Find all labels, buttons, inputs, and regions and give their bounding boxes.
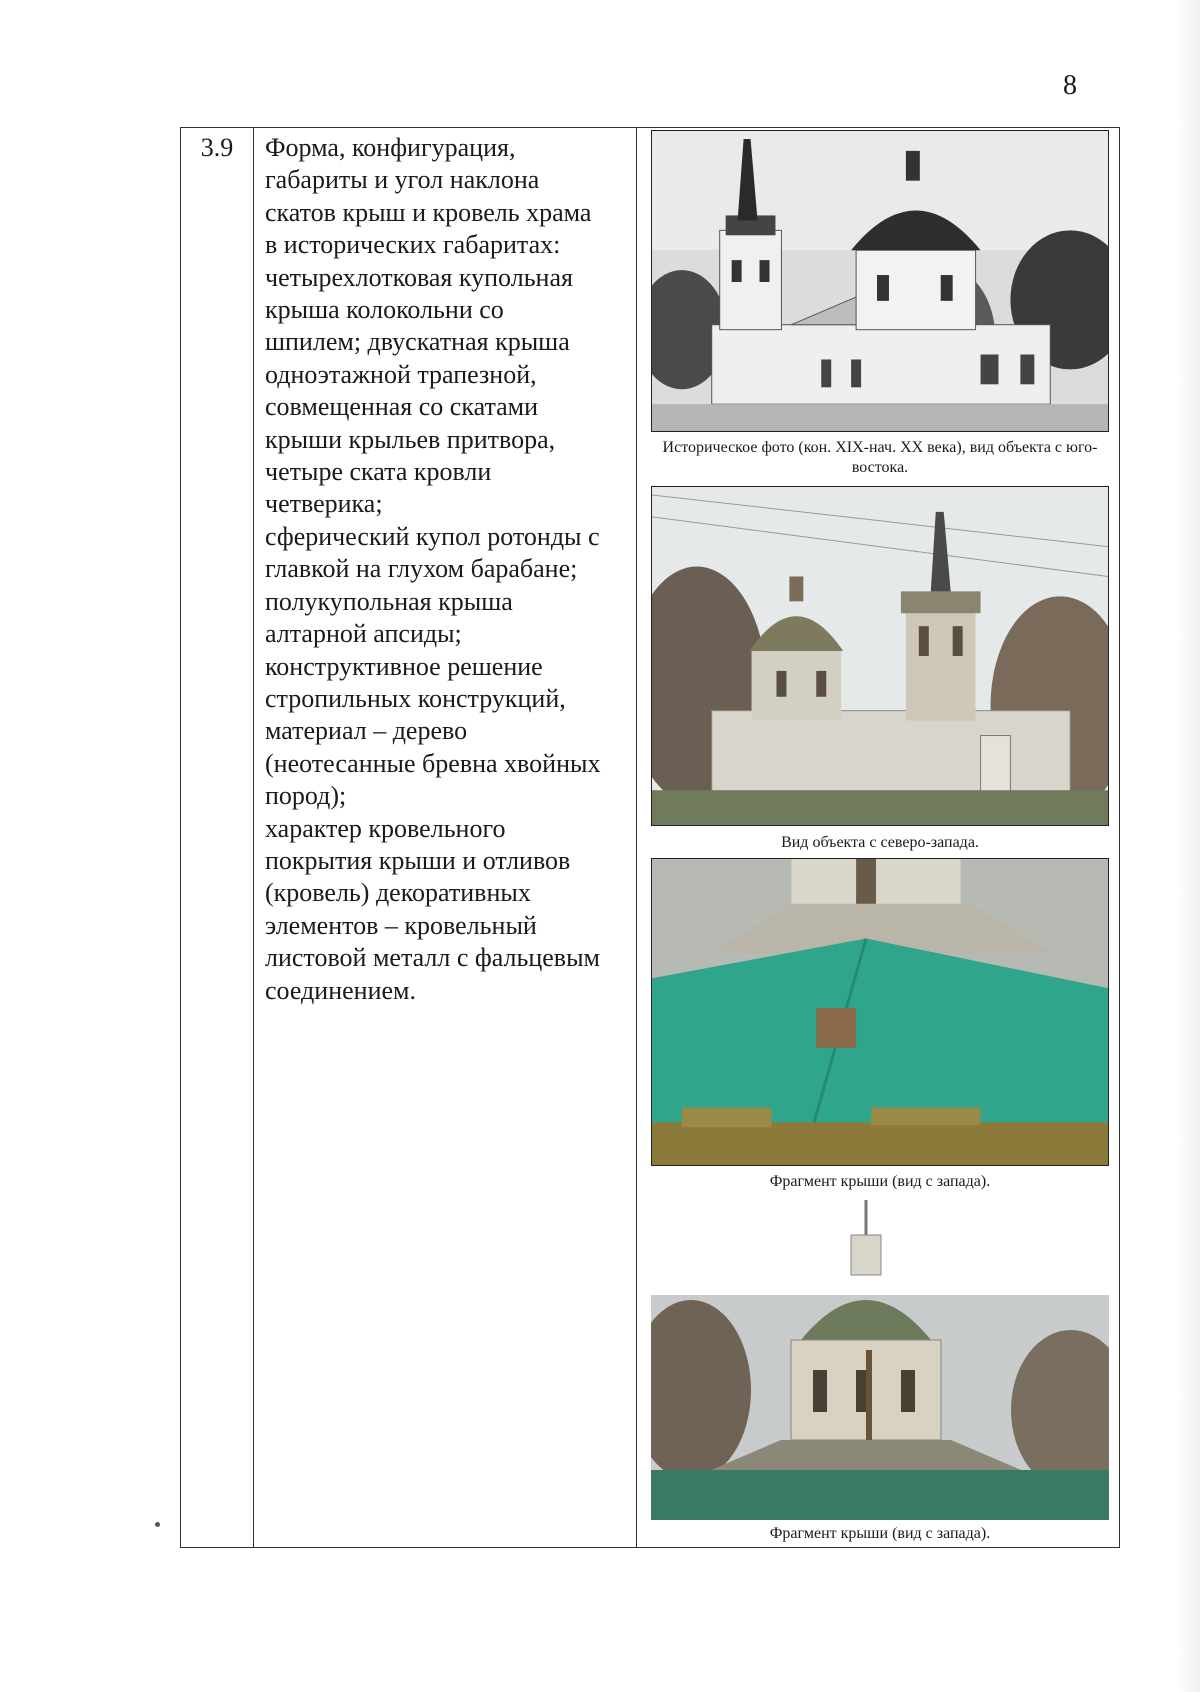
photo-caption: Фрагмент крыши (вид с запада). — [769, 1173, 991, 1190]
photo-caption: Историческое фото (кон. XIX-нач. XX века), вид объекта с юго-востока. — [662, 439, 1098, 476]
photo-view-northwest — [651, 486, 1109, 826]
photo-roof-fragment-west-1 — [651, 858, 1109, 1166]
column-divider — [636, 128, 637, 1547]
item-number-cell: 3.9 — [200, 133, 234, 162]
photo-caption: Вид объекта с северо-запада. — [781, 834, 979, 851]
scan-speck — [155, 1522, 160, 1527]
column-divider — [253, 128, 254, 1547]
description-cell: Форма, конфигурация, габариты и угол наклона скатов крыш и кровель храма в исторических габаритах: четырехлотковая купольная крыша колокольни со шпилем; двускатная крыша одноэтажной трапезной, совмещенная со скатами крыши крыльев притвора, четыре ската кровли четверика; сферический купол ротонды с главкой на глухом барабане; полукупольная крыша алтарной апсиды; конструктивное решение стропильных конструкций, материал – дерево (неотесанные бревна хвойных пород); характер кровельного покрытия крыши и отливов (кровель) декоративных элементов – кровельный листовой металл с фальцевым соединением. — [265, 133, 601, 1005]
page-number: 8 — [1063, 70, 1077, 101]
photo-roof-fragment-west-2 — [651, 1200, 1109, 1520]
scan-edge-shadow — [1176, 0, 1200, 1692]
photo-caption: Фрагмент крыши (вид с запада). — [769, 1525, 991, 1542]
attribute-table — [180, 127, 1120, 1548]
photo-historical-southeast — [651, 130, 1109, 432]
